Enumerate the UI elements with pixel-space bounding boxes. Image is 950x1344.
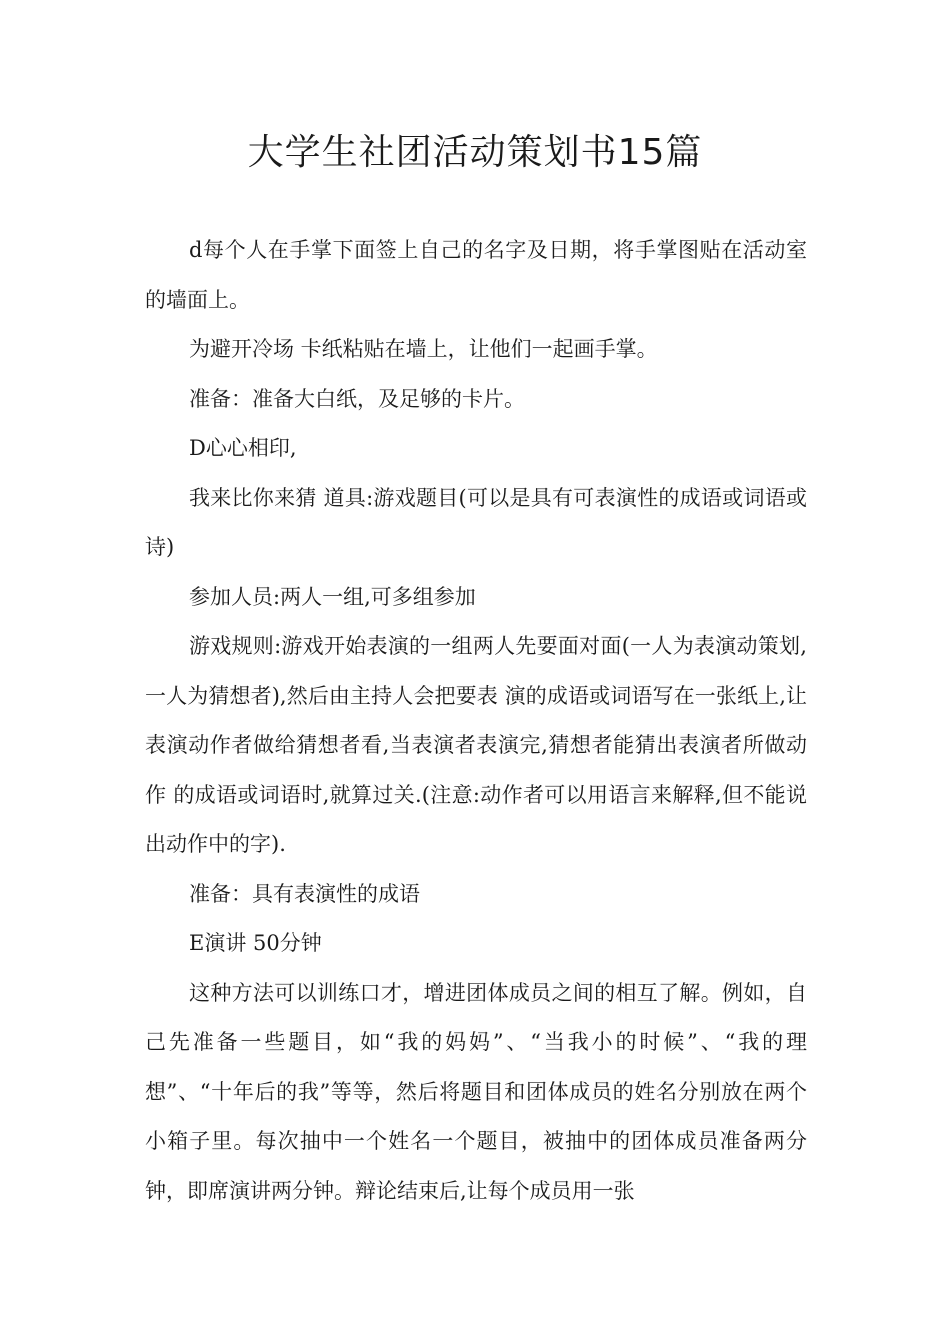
paragraph-section-d-heading: D心心相印, bbox=[189, 436, 297, 460]
paragraph-charades-props: 我来比你来猜 道具:游戏题目(可以是具有可表演性的成语或词语或诗) bbox=[145, 485, 807, 559]
document-body bbox=[145, 226, 807, 1216]
paragraph-section-e-heading: E演讲 50分钟 bbox=[189, 931, 322, 955]
document-title: 大学生社团活动策划书15篇 bbox=[247, 132, 703, 173]
paragraph-handprint-signing: d每个人在手掌下面签上自己的名字及日期，将手掌图贴在活动室的墙面上。 bbox=[145, 238, 807, 312]
paragraph-game-rules: 游戏规则:游戏开始表演的一组两人先要面对面(一人为表演动策划,一人为猜想者),然后由主持人会把要表 演的成语或词语写在一张纸上,让表演动作者做给猜想者看,当表演者表演完,猜想者能猜出表演者所做动作 的成语或词语时,就算过关.(注意:动作者可以用语言来解释,但不能说出动作中的字). bbox=[145, 634, 807, 856]
paragraph-avoid-awkwardness: 为避开冷场 卡纸粘贴在墙上，让他们一起画手掌。 bbox=[189, 337, 658, 361]
paragraph-preparation-idioms: 准备：具有表演性的成语 bbox=[189, 881, 420, 906]
paragraph-speech-method: 这种方法可以训练口才，增进团体成员之间的相互了解。例如，自己先准备一些题目，如“我的妈妈”、“当我小的时候”、“我的理想”、“十年后的我”等等，然后将题目和团体成员的姓名分别放在两个小箱子里。每次抽中一个姓名一个题目，被抽中的团体成员准备两分钟，即席演讲两分钟。辩论结束后,让每个成员用一张 bbox=[145, 980, 807, 1203]
paragraph-participants: 参加人员:两人一组,可多组参加 bbox=[189, 584, 476, 609]
paragraph-preparation-paper: 准备：准备大白纸，及足够的卡片。 bbox=[189, 386, 525, 411]
